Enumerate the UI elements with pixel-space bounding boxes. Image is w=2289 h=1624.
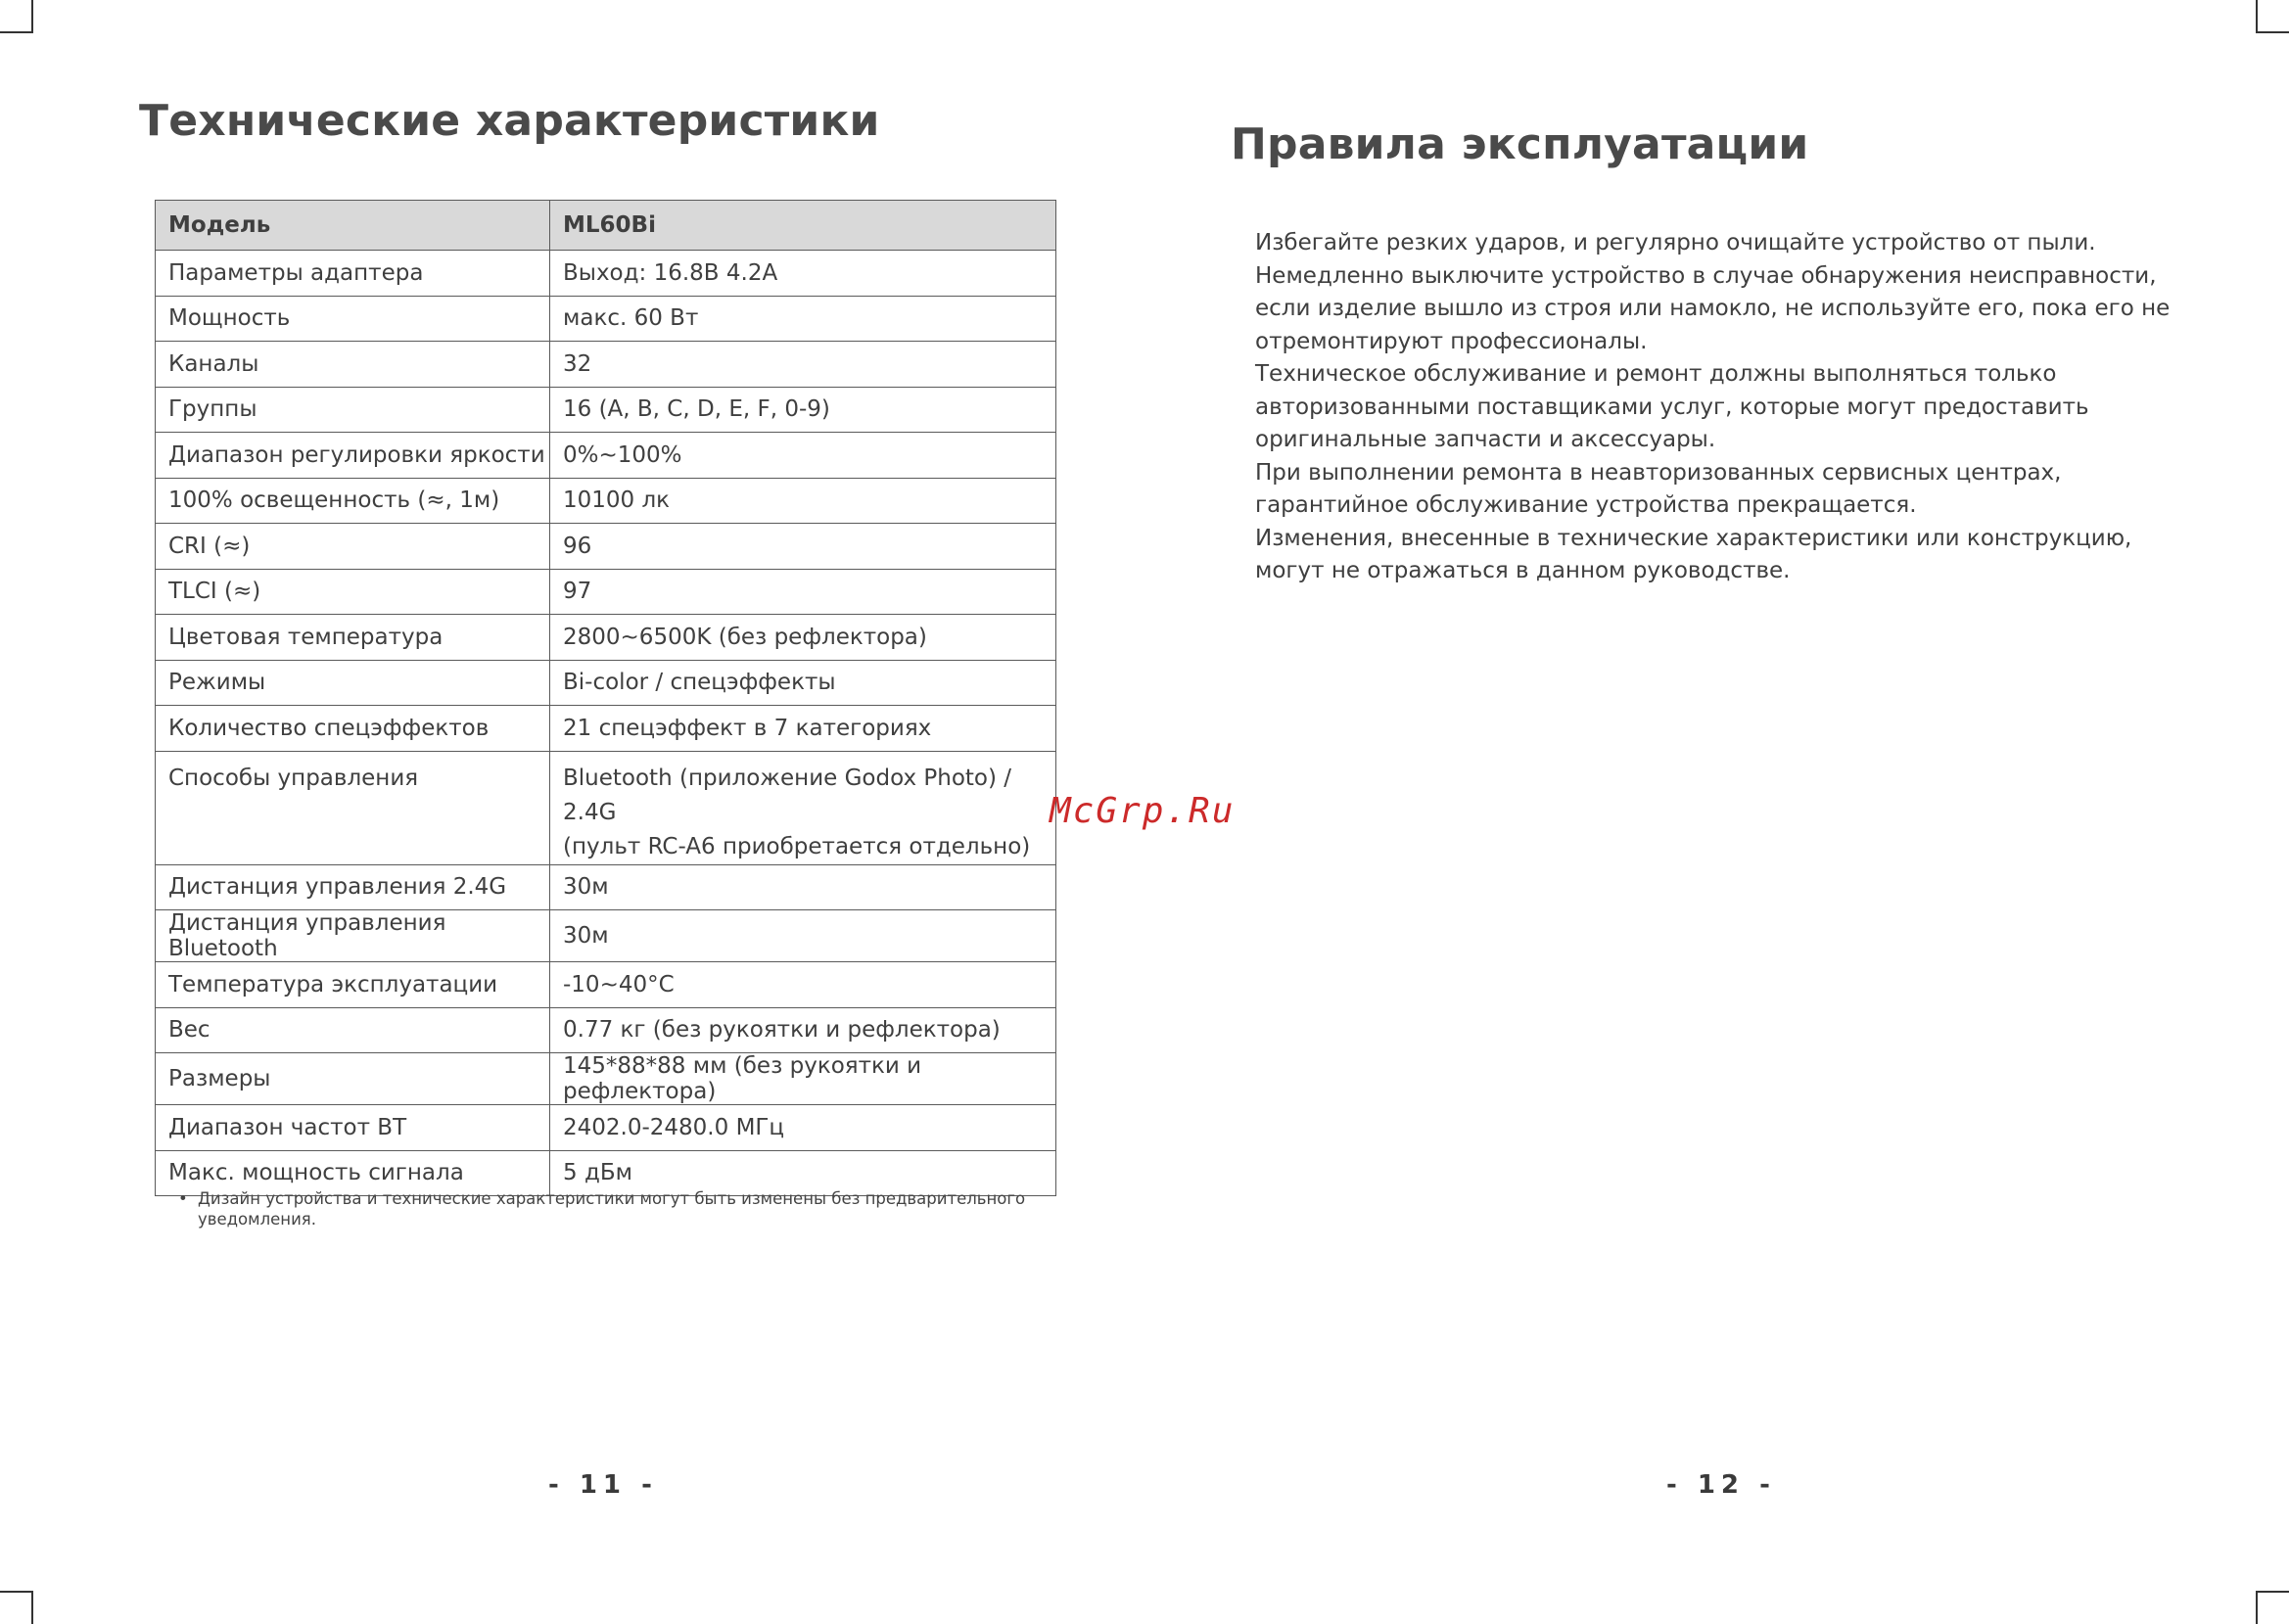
spec-value <box>550 751 1056 864</box>
table-row <box>156 569 1056 615</box>
rule-paragraph: Изменения, внесенные в технические характеристики или конструкцию, могут не отражаться в данном руководстве. <box>1255 525 2132 583</box>
table-row <box>156 524 1056 570</box>
spec-name: CRI (≈) <box>156 524 550 570</box>
spec-value: 21 спецэффект в 7 категориях <box>550 706 1056 752</box>
spec-name: Каналы <box>156 342 550 388</box>
spec-value: 10100 лк <box>550 478 1056 524</box>
rule-paragraph: При выполнении ремонта в неавторизованных сервисных центрах, гарантийное обслуживание устройства прекращается. <box>1255 459 2062 518</box>
table-row <box>156 864 1056 910</box>
spec-name: Диапазон регулировки яркости <box>156 433 550 479</box>
right-page <box>1144 0 2289 1624</box>
spec-name: Группы <box>156 387 550 433</box>
footnote-text: Дизайн устройства и технические характеристики могут быть изменены без предварительного уведомления. <box>198 1189 1026 1229</box>
table-row <box>156 660 1056 706</box>
spec-value: Выход: 16.8В 4.2А <box>550 251 1056 297</box>
spec-value: 30м <box>550 910 1056 962</box>
watermark: McGrp.Ru <box>1050 791 1236 831</box>
page-title: Правила эксплуатации <box>1231 119 1809 169</box>
table-row <box>156 706 1056 752</box>
table-row <box>156 1053 1056 1105</box>
page-title: Технические характеристики <box>139 96 880 146</box>
spec-value: 2402.0-2480.0 МГц <box>550 1105 1056 1151</box>
bullet: • <box>178 1189 188 1208</box>
spec-value: 0%~100% <box>550 433 1056 479</box>
spec-value: 30м <box>550 864 1056 910</box>
spec-name: Цветовая температура <box>156 615 550 661</box>
table-row <box>156 1007 1056 1053</box>
rule-paragraph: Избегайте резких ударов, и регулярно очищайте устройство от пыли. <box>1255 230 2096 255</box>
spec-value: макс. 60 Вт <box>550 296 1056 342</box>
table-row <box>156 1105 1056 1151</box>
table-row <box>156 751 1056 864</box>
spec-value-line: (пульт RC-A6 приобретается отдельно) <box>563 833 1031 859</box>
spec-name: Макс. мощность сигнала <box>156 1150 550 1196</box>
table-row <box>156 615 1056 661</box>
header-cell: ML60Bi <box>550 201 1056 251</box>
spec-name: 100% освещенность (≈, 1м) <box>156 478 550 524</box>
spec-name: Параметры адаптера <box>156 251 550 297</box>
rule-paragraph: Техническое обслуживание и ремонт должны выполняться только авторизованными поставщиками услуг, которые могут предоставить оригинальные запчасти и аксессуары. <box>1255 361 2089 452</box>
spec-value: 0.77 кг (без рукоятки и рефлектора) <box>550 1007 1056 1053</box>
table-row <box>156 962 1056 1008</box>
spec-value: -10~40°C <box>550 962 1056 1008</box>
spec-value: 2800~6500K (без рефлектора) <box>550 615 1056 661</box>
spec-name: Размеры <box>156 1053 550 1105</box>
spec-name: Дистанция управления Bluetooth <box>156 910 550 962</box>
spec-name: Диапазон частот BT <box>156 1105 550 1151</box>
spec-name: TLCI (≈) <box>156 569 550 615</box>
spec-value: Bi-color / спецэффекты <box>550 660 1056 706</box>
spec-value: 32 <box>550 342 1056 388</box>
spec-name: Способы управления <box>156 751 550 864</box>
spec-name: Мощность <box>156 296 550 342</box>
spec-name: Вес <box>156 1007 550 1053</box>
spec-value: 145*88*88 мм (без рукоятки и рефлектора) <box>550 1053 1056 1105</box>
header-cell: Модель <box>156 201 550 251</box>
table-row <box>156 296 1056 342</box>
table-row <box>156 433 1056 479</box>
spec-value: 96 <box>550 524 1056 570</box>
spec-value: 5 дБм <box>550 1150 1056 1196</box>
specs-table <box>155 200 1056 1196</box>
table-header-row <box>156 201 1056 251</box>
spec-value: 16 (A, B, C, D, E, F, 0-9) <box>550 387 1056 433</box>
table-row <box>156 342 1056 388</box>
spec-name: Количество спецэффектов <box>156 706 550 752</box>
table-row <box>156 387 1056 433</box>
left-page <box>0 0 1144 1624</box>
table-row <box>156 478 1056 524</box>
rules-text <box>1255 227 2195 588</box>
spec-name: Температура эксплуатации <box>156 962 550 1008</box>
table-row <box>156 251 1056 297</box>
rule-paragraph: Немедленно выключите устройство в случае обнаружения неисправности, если изделие вышло из строя или намокло, не используйте его, пока его не отремонтируют профессионалы. <box>1255 262 2171 354</box>
spec-value: 97 <box>550 569 1056 615</box>
footnote <box>178 1188 1040 1230</box>
spec-name: Дистанция управления 2.4G <box>156 864 550 910</box>
table-row <box>156 910 1056 962</box>
page-number: - 11 - <box>548 1470 658 1500</box>
spec-value-line: Bluetooth (приложение Godox Photo) / 2.4G <box>563 765 1012 825</box>
spec-name: Режимы <box>156 660 550 706</box>
page-number: - 12 - <box>1666 1470 1776 1500</box>
